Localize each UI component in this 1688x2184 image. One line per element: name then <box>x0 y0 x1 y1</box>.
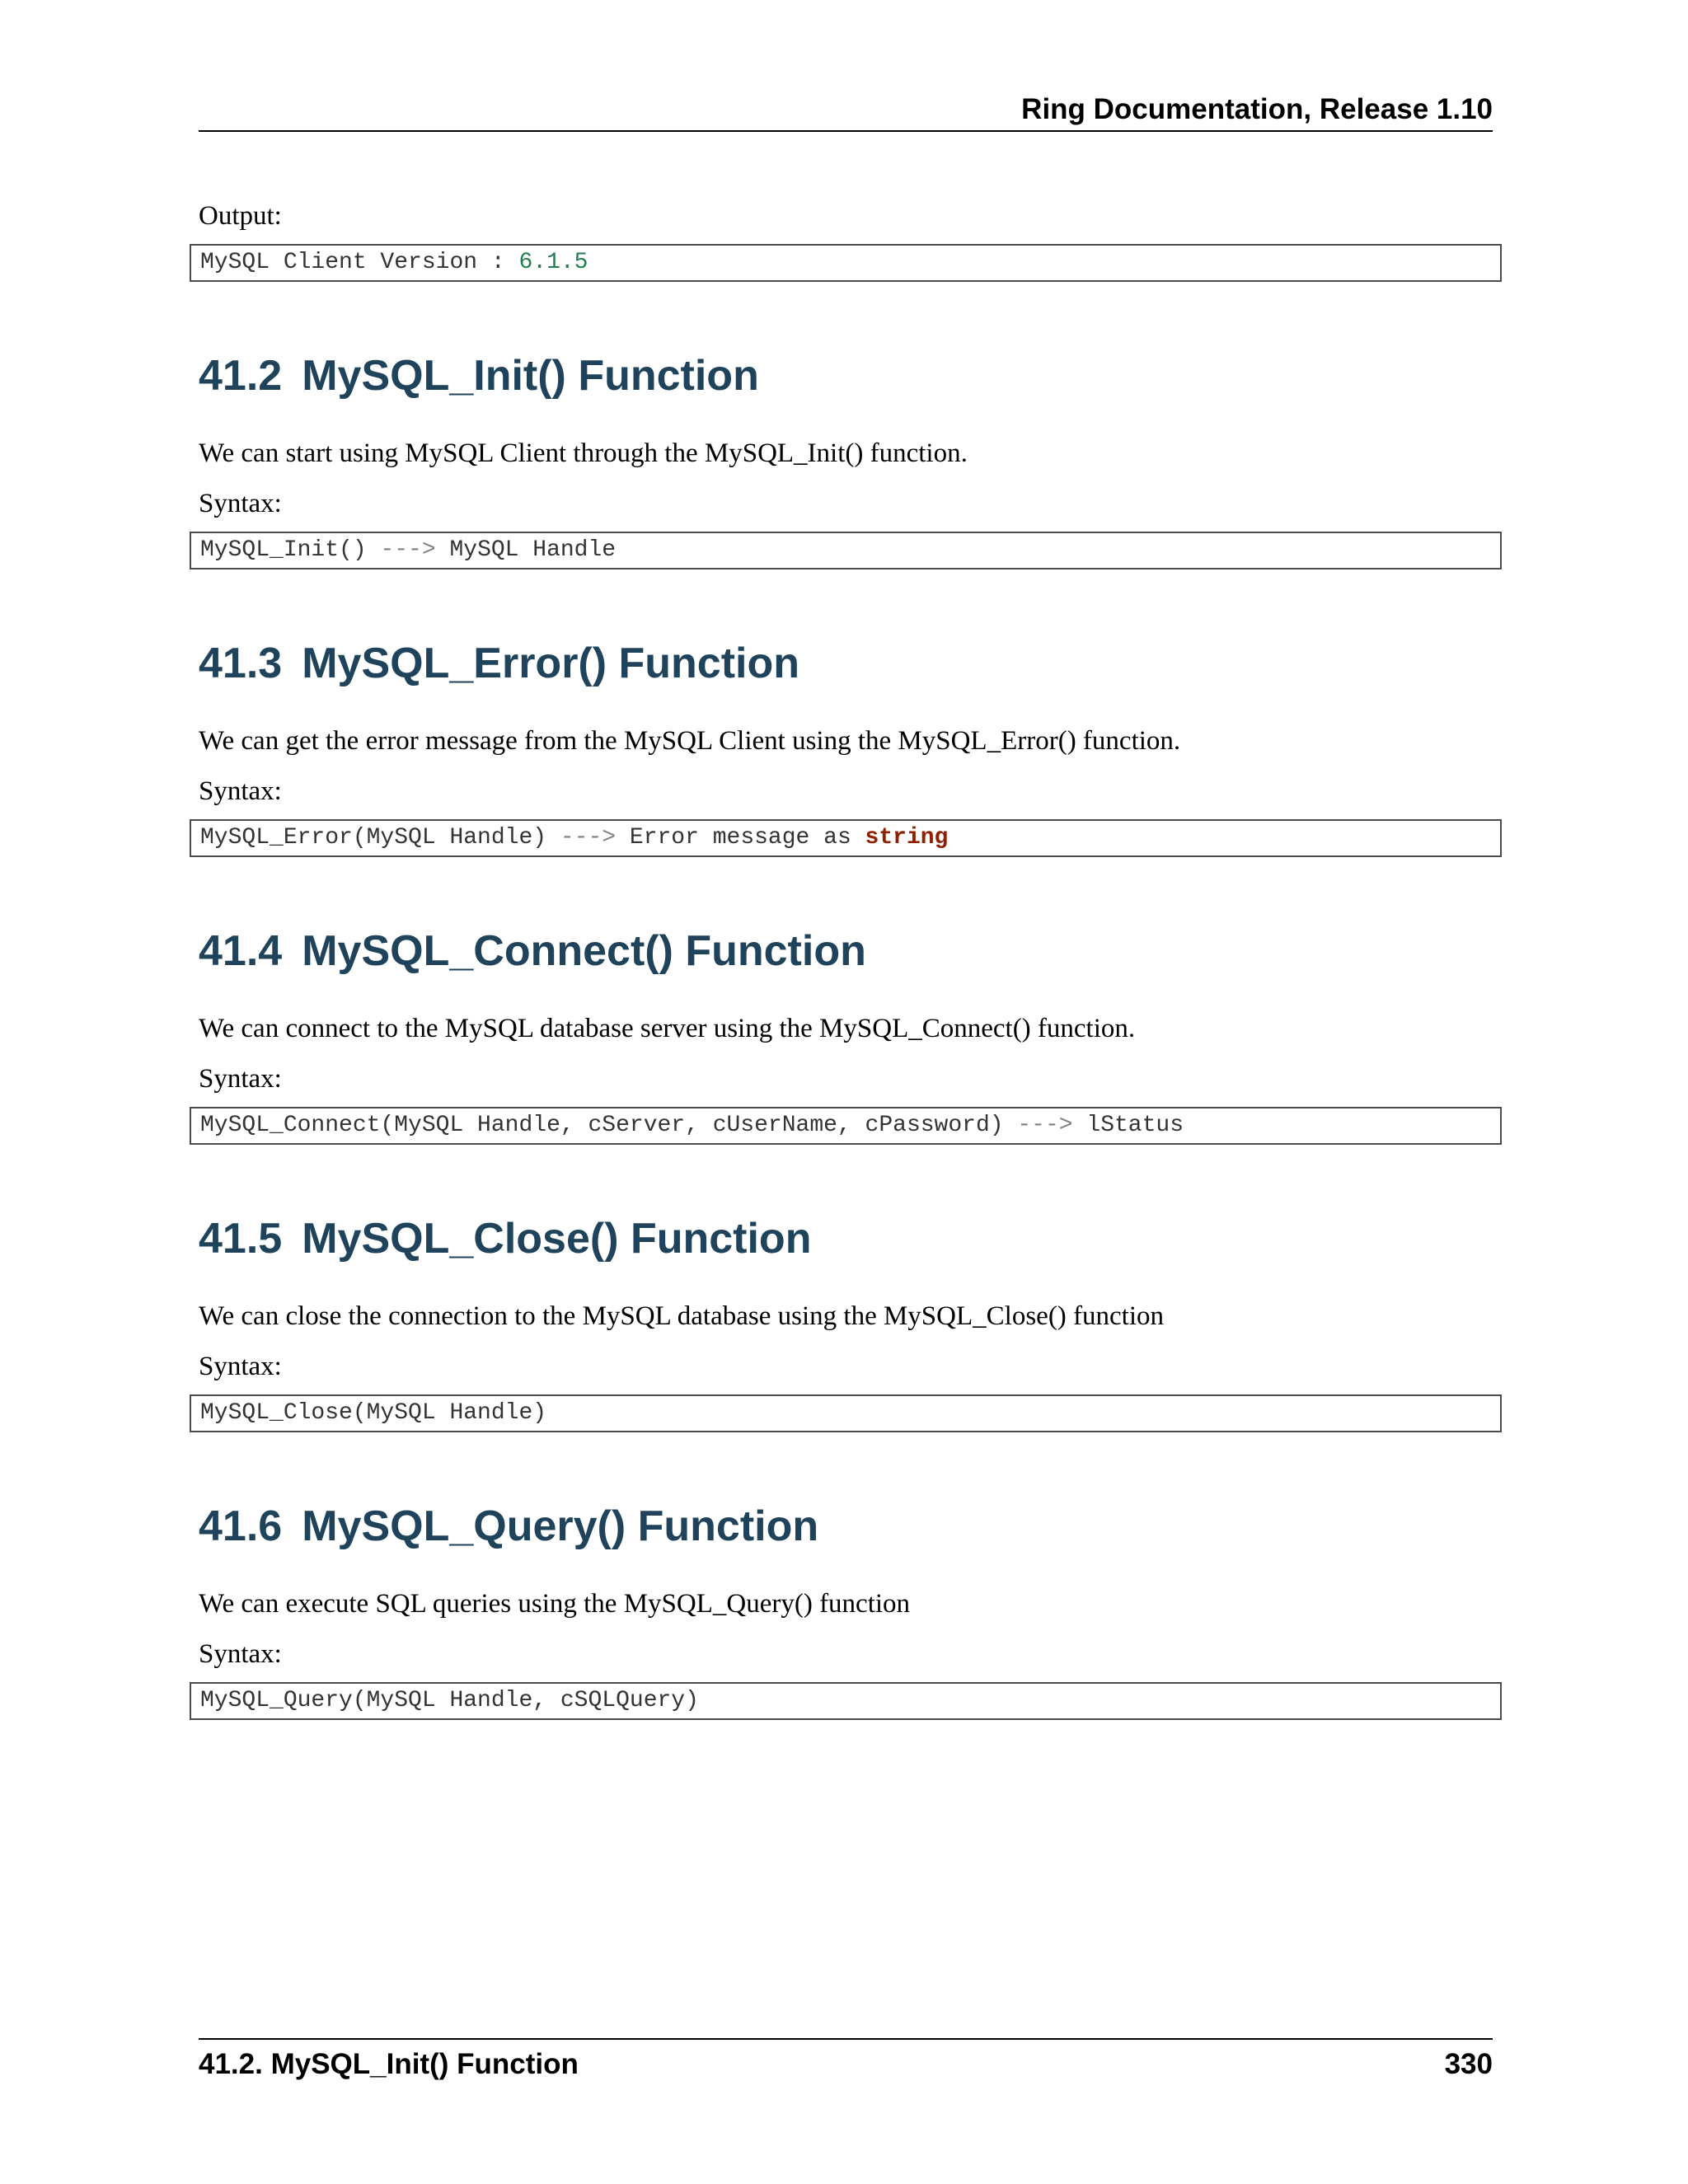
syntax-label: Syntax: <box>199 1064 282 1094</box>
running-header: Ring Documentation, Release 1.10 <box>199 89 1493 132</box>
section-description: We can start using MySQL Client through the MySQL_Init() function. <box>199 438 968 468</box>
section-description: We can connect to the MySQL database server using the MySQL_Connect() function. <box>199 1014 1136 1043</box>
syntax-code-block-mysql-connect <box>190 1107 1502 1145</box>
section-description: We can close the connection to the MySQL database using the MySQL_Close() function <box>199 1301 1165 1331</box>
code-arrow: ---> <box>1017 1113 1073 1138</box>
code-text: MySQL_Close(MySQL Handle) <box>200 1400 547 1426</box>
running-footer <box>199 2038 1493 2084</box>
code-text: MySQL_Init() <box>200 537 381 563</box>
section-heading-mysql-connect <box>199 925 1493 977</box>
code-text: MySQL Client Version : <box>200 250 519 275</box>
syntax-label: Syntax: <box>199 1639 282 1669</box>
syntax-code-block-mysql-error <box>190 819 1502 857</box>
syntax-code-block-mysql-close <box>190 1394 1502 1432</box>
section-title: MySQL_Init() Function <box>302 352 759 400</box>
section-description: We can execute SQL queries using the MySQL_Query() function <box>199 1589 911 1619</box>
section-heading-mysql-error <box>199 637 1493 690</box>
output-label: Output: <box>199 201 282 231</box>
section-heading-mysql-query <box>199 1500 1493 1553</box>
section-number: 41.3 <box>199 640 283 687</box>
code-arrow: ---> <box>560 825 617 851</box>
section-number: 41.6 <box>199 1502 283 1550</box>
section-number: 41.5 <box>199 1215 283 1263</box>
page-content <box>199 198 1493 1720</box>
syntax-label: Syntax: <box>199 1352 282 1381</box>
syntax-label: Syntax: <box>199 489 282 518</box>
code-text: Error message as <box>616 825 865 851</box>
code-keyword: string <box>865 825 949 851</box>
section-number: 41.4 <box>199 927 283 975</box>
footer-section-title: 41.2. MySQL_Init() Function <box>199 2048 579 2080</box>
code-number: 6.1.5 <box>518 250 588 275</box>
code-text: MySQL_Query(MySQL Handle, cSQLQuery) <box>200 1688 699 1713</box>
output-code-block <box>190 244 1502 282</box>
section-title: MySQL_Close() Function <box>302 1215 812 1263</box>
section-title: MySQL_Error() Function <box>302 640 800 687</box>
syntax-code-block-mysql-query <box>190 1682 1502 1720</box>
page-number: 330 <box>1444 2048 1493 2080</box>
section-description: We can get the error message from the MySQL Client using the MySQL_Error() function. <box>199 726 1181 756</box>
code-text: MySQL_Connect(MySQL Handle, cServer, cUserName, cPassword) <box>200 1113 1018 1138</box>
section-number: 41.2 <box>199 352 283 400</box>
code-text: MySQL_Error(MySQL Handle) <box>200 825 560 851</box>
code-arrow: ---> <box>380 537 436 563</box>
section-heading-mysql-init <box>199 349 1493 402</box>
section-heading-mysql-close <box>199 1212 1493 1265</box>
section-title: MySQL_Query() Function <box>302 1502 819 1550</box>
syntax-label: Syntax: <box>199 776 282 806</box>
code-text: lStatus <box>1072 1113 1184 1138</box>
syntax-code-block-mysql-init <box>190 532 1502 569</box>
section-title: MySQL_Connect() Function <box>302 927 866 975</box>
code-text: MySQL Handle <box>435 537 617 563</box>
